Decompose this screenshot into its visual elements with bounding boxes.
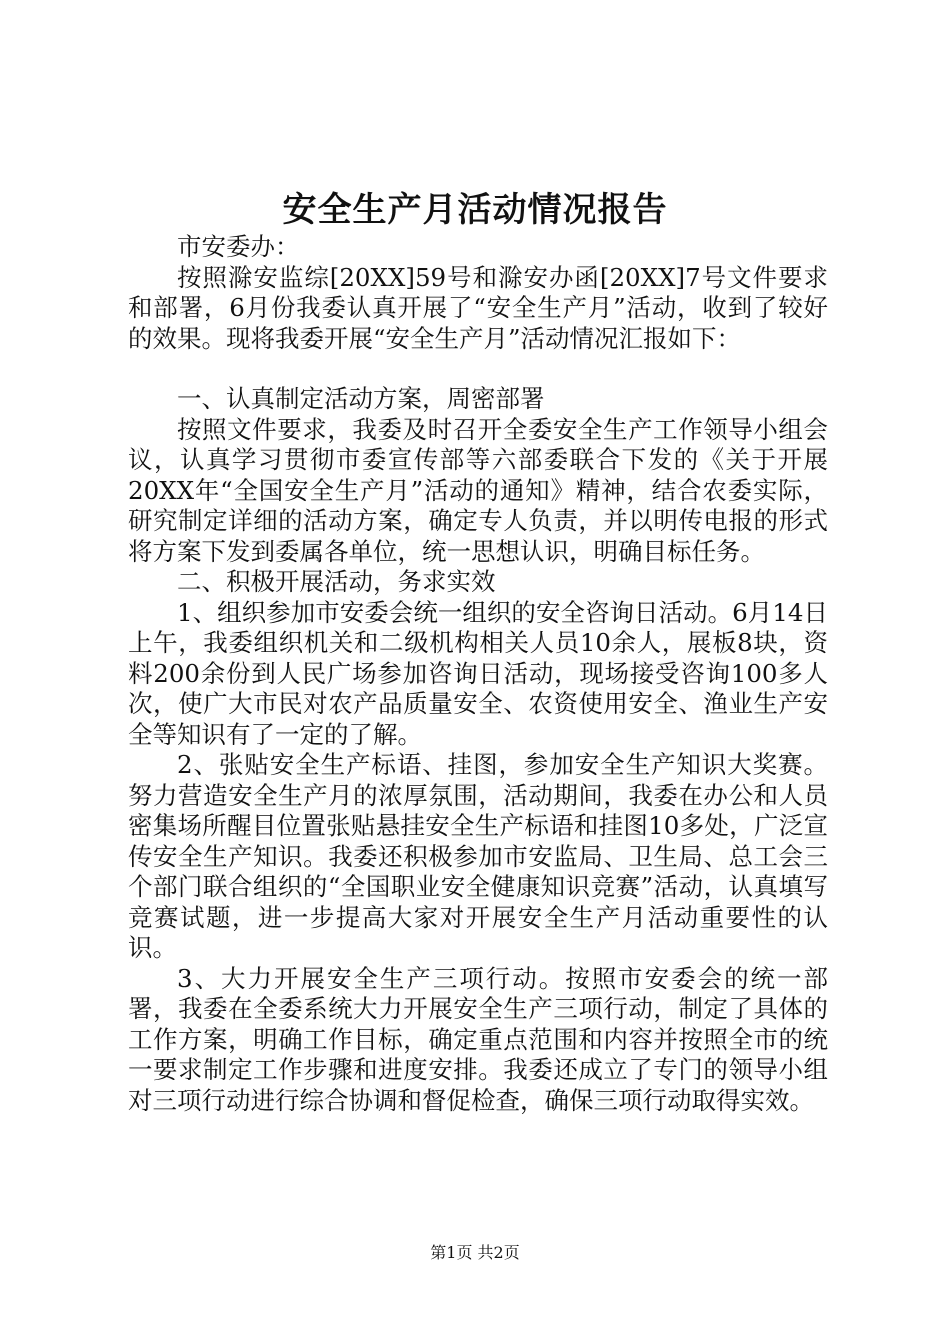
section-1-paragraph: 按照文件要求，我委及时召开全委安全生产工作领导小组会议，认真学习贯彻市委宣传部等六部委联合下发的《关于开展20XX年“全国安全生产月”活动的通知》精神，结合农委实际，研究制定详细的活动方案，确定专人负责，并以明传电报的形式将方案下发到委属各单位，统一思想认识，明确目标任务。 [128,414,828,566]
section-2-heading: 二、积极开展活动，务求实效 [177,567,496,596]
section-2-item-2: 2、张贴安全生产标语、挂图，参加安全生产知识大奖赛。努力营造安全生产月的浓厚氛围，活动期间，我委在办公和人员密集场所醒目位置张贴悬挂安全生产标语和挂图10多处，广泛宣传安全生产知识。我委还积极参加市安监局、卫生局、总工会三个部门联合组织的“全国职业安全健康知识竞赛”活动，认真填写竞赛试题，进一步提高大家对开展安全生产月活动重要性的认识。 [128,750,828,962]
salutation: 市安委办： [177,232,300,261]
section-2-item-1: 1、组织参加市安委会统一组织的安全咨询日活动。6月14日上午，我委组织机关和二级机构相关人员10余人，展板8块，资料200余份到人民广场参加咨询日活动，现场接受咨询100多人次，使广大市民对农产品质量安全、农资使用安全、渔业生产安全等知识有了一定的了解。 [128,597,828,749]
page-footer: 第1页 共2页 [430,1243,520,1262]
intro-paragraph: 按照滁安监综[20XX]59号和滁安办函[20XX]7号文件要求和部署，6月份我委认真开展了“安全生产月”活动，收到了较好的效果。现将我委开展“安全生产月”活动情况汇报如下： [128,262,828,353]
document-body [128,232,828,1116]
paragraph-gap [128,354,828,384]
document-title: 安全生产月活动情况报告 [282,190,668,230]
section-2-item-3: 3、大力开展安全生产三项行动。按照市安委会的统一部署，我委在全委系统大力开展安全生产三项行动，制定了具体的工作方案，明确工作目标，确定重点范围和内容并按照全市的统一要求制定工作步骤和进度安排。我委还成立了专门的领导小组对三项行动进行综合协调和督促检查，确保三项行动取得实效。 [128,963,828,1115]
section-1-heading: 一、认真制定活动方案，周密部署 [177,384,545,413]
